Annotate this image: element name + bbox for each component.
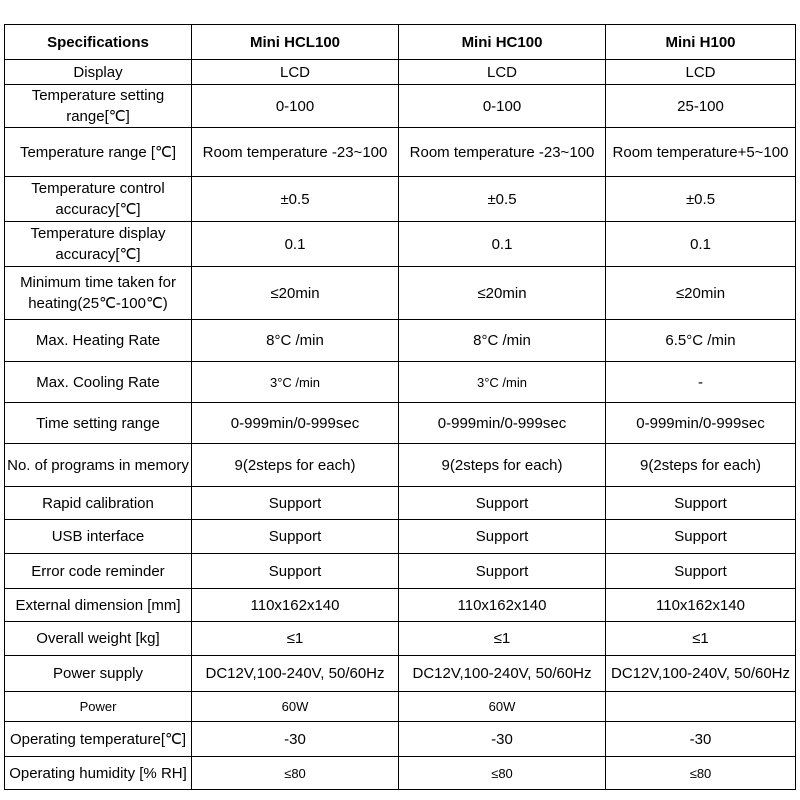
row-label: No. of programs in memory [5, 444, 192, 487]
cell-value: 0-999min/0-999sec [192, 403, 399, 444]
cell-value: LCD [192, 60, 399, 85]
table-row [5, 554, 796, 589]
cell-value: ≤80 [399, 757, 606, 790]
cell-value: Support [399, 554, 606, 589]
spec-table [4, 24, 796, 790]
cell-value: ≤20min [399, 267, 606, 320]
header-cell-specifications: Specifications [5, 25, 192, 60]
row-label: USB interface [5, 520, 192, 554]
cell-value: 110x162x140 [192, 589, 399, 622]
cell-value: LCD [606, 60, 796, 85]
cell-value: ≤80 [606, 757, 796, 790]
cell-value: Support [192, 520, 399, 554]
table-row [5, 622, 796, 656]
cell-value: Support [192, 487, 399, 520]
row-label: Minimum time taken for heating(25℃-100℃) [5, 267, 192, 320]
row-label: Time setting range [5, 403, 192, 444]
row-label: Max. Cooling Rate [5, 362, 192, 403]
table-row [5, 692, 796, 722]
header-cell-mini-hc100: Mini HC100 [399, 25, 606, 60]
cell-value: 8°C /min [192, 320, 399, 362]
table-row [5, 320, 796, 362]
cell-value: Support [399, 487, 606, 520]
cell-value: Support [192, 554, 399, 589]
cell-value: 9(2steps for each) [399, 444, 606, 487]
cell-value: Support [606, 487, 796, 520]
table-row [5, 520, 796, 554]
table-row [5, 722, 796, 757]
cell-value: 8°C /min [399, 320, 606, 362]
cell-value: 9(2steps for each) [192, 444, 399, 487]
row-label: Temperature control accuracy[℃] [5, 177, 192, 222]
row-label: Operating temperature[℃] [5, 722, 192, 757]
cell-value: 9(2steps for each) [606, 444, 796, 487]
cell-value: 0.1 [192, 222, 399, 267]
cell-value: 0-100 [192, 85, 399, 128]
cell-value: DC12V,100-240V, 50/60Hz [606, 656, 796, 692]
row-label: Power supply [5, 656, 192, 692]
cell-value: 25-100 [606, 85, 796, 128]
row-label: Power [5, 692, 192, 722]
cell-value: 110x162x140 [399, 589, 606, 622]
table-row [5, 487, 796, 520]
table-row [5, 444, 796, 487]
cell-value: 3°C /min [192, 362, 399, 403]
table-row [5, 589, 796, 622]
cell-value: Room temperature -23~100 [192, 128, 399, 177]
cell-value: Room temperature -23~100 [399, 128, 606, 177]
cell-value: 3°C /min [399, 362, 606, 403]
cell-value: ≤1 [399, 622, 606, 656]
cell-value: ±0.5 [192, 177, 399, 222]
cell-value: ±0.5 [606, 177, 796, 222]
row-label: Temperature range [℃] [5, 128, 192, 177]
cell-value: Support [606, 554, 796, 589]
cell-value: ≤1 [606, 622, 796, 656]
cell-value: ≤1 [192, 622, 399, 656]
cell-value: Room temperature+5~100 [606, 128, 796, 177]
cell-value: -30 [399, 722, 606, 757]
cell-value: 6.5°C /min [606, 320, 796, 362]
cell-value: LCD [399, 60, 606, 85]
table-row [5, 362, 796, 403]
cell-value: 110x162x140 [606, 589, 796, 622]
cell-value: DC12V,100-240V, 50/60Hz [192, 656, 399, 692]
table-row [5, 60, 796, 85]
table-row [5, 757, 796, 790]
row-label: Operating humidity [% RH] [5, 757, 192, 790]
table-row [5, 128, 796, 177]
header-cell-mini-h100: Mini H100 [606, 25, 796, 60]
row-label: Error code reminder [5, 554, 192, 589]
cell-value: 0-999min/0-999sec [399, 403, 606, 444]
cell-value: 0-999min/0-999sec [606, 403, 796, 444]
row-label: Temperature display accuracy[℃] [5, 222, 192, 267]
cell-value: ≤80 [192, 757, 399, 790]
cell-value: ≤20min [192, 267, 399, 320]
cell-value: ±0.5 [399, 177, 606, 222]
cell-value: DC12V,100-240V, 50/60Hz [399, 656, 606, 692]
cell-value: - [606, 362, 796, 403]
cell-value: 0.1 [606, 222, 796, 267]
table-row [5, 656, 796, 692]
header-row [5, 25, 796, 60]
table-row [5, 403, 796, 444]
table-row [5, 85, 796, 128]
header-cell-mini-hcl100: Mini HCL100 [192, 25, 399, 60]
cell-value: 60W [192, 692, 399, 722]
row-label: Max. Heating Rate [5, 320, 192, 362]
cell-value: 0.1 [399, 222, 606, 267]
row-label: Temperature setting range[℃] [5, 85, 192, 128]
row-label: External dimension [mm] [5, 589, 192, 622]
cell-value: 60W [399, 692, 606, 722]
cell-value [606, 692, 796, 722]
cell-value: Support [399, 520, 606, 554]
table-row [5, 222, 796, 267]
cell-value: Support [606, 520, 796, 554]
row-label: Display [5, 60, 192, 85]
table-row [5, 267, 796, 320]
cell-value: ≤20min [606, 267, 796, 320]
cell-value: 0-100 [399, 85, 606, 128]
table-row [5, 177, 796, 222]
cell-value: -30 [192, 722, 399, 757]
row-label: Overall weight [kg] [5, 622, 192, 656]
cell-value: -30 [606, 722, 796, 757]
row-label: Rapid calibration [5, 487, 192, 520]
